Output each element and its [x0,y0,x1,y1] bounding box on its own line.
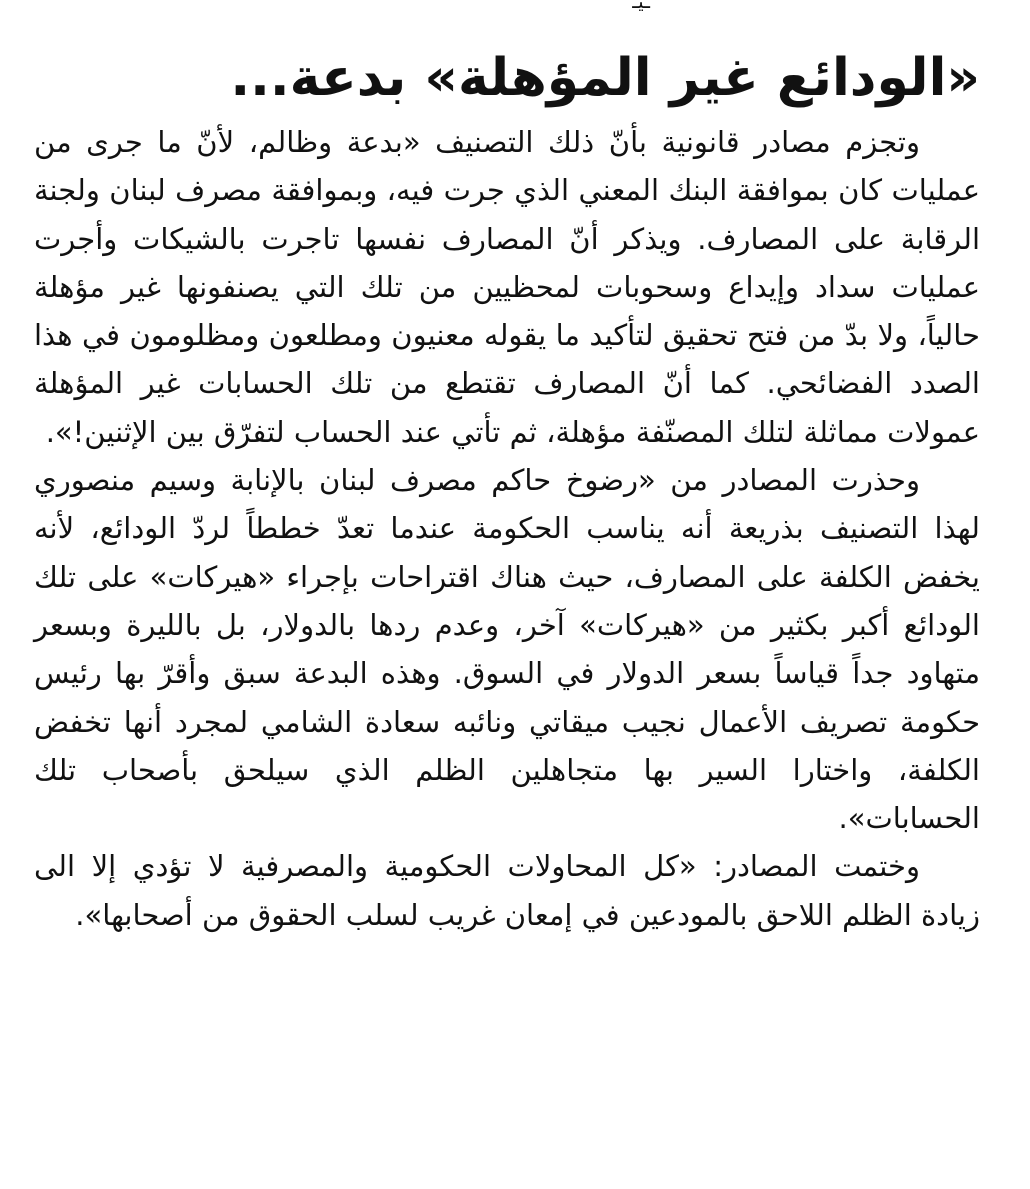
paragraph-2: وحذرت المصادر من «رضوخ حاكم مصرف لبنان بالإنابة وسيم منصوري لهذا التصنيف بذريعة أنه يناسب الحكومة عندما تعدّ خططاً لردّ الودائع، لأنه يخفض الكلفة على المصارف، حيث هناك اقتراحات بإجراء «هيركات» على تلك الودائع أكبر بكثير من «هيركات» آخر، وعدم ردها بالدولار، بل بالليرة وبسعر متهاود جداً قياساً بسعر الدولار في السوق. وهذه البدعة سبق وأقرّ بها رئيس حكومة تصريف الأعمال نجيب ميقاتي ونائبه سعادة الشامي لمجرد أنها تخفض الكلفة، واختارا السير بها متجاهلين الظلم الذي سيلحق بأصحاب تلك الحسابات». [34,463,980,836]
article [34,0,980,1189]
cropped-text-fragment: ـيـ [632,0,650,13]
article-headline: «الودائع غير المؤهلة» بدعة... [230,48,980,108]
article-body [34,118,980,939]
paragraph-3: وختمت المصادر: «كل المحاولات الحكومية والمصرفية لا تؤدي إلا الى زيادة الظلم اللاحق بالمودعين في إمعان غريب لسلب الحقوق من أصحابها». [34,849,980,932]
paragraph-1: وتجزم مصادر قانونية بأنّ ذلك التصنيف «بدعة وظالم، لأنّ ما جرى من عمليات كان بموافقة البنك المعني الذي جرت فيه، وبموافقة مصرف لبنان ولجنة الرقابة على المصارف. ويذكر أنّ المصارف نفسها تاجرت بالشيكات وأجرت عمليات سداد وإيداع وسحوبات لمحظيين من تلك التي يصنفونها غير مؤهلة حالياً، ولا بدّ من فتح تحقيق لتأكيد ما يقوله معنيون ومطلعون ومظلومون في هذا الصدد الفضائحي. كما أنّ المصارف تقتطع من تلك الحسابات غير المؤهلة عمولات مماثلة لتلك المصنّفة مؤهلة، ثم تأتي عند الحساب لتفرّق بين الإثنين!». [34,125,980,449]
